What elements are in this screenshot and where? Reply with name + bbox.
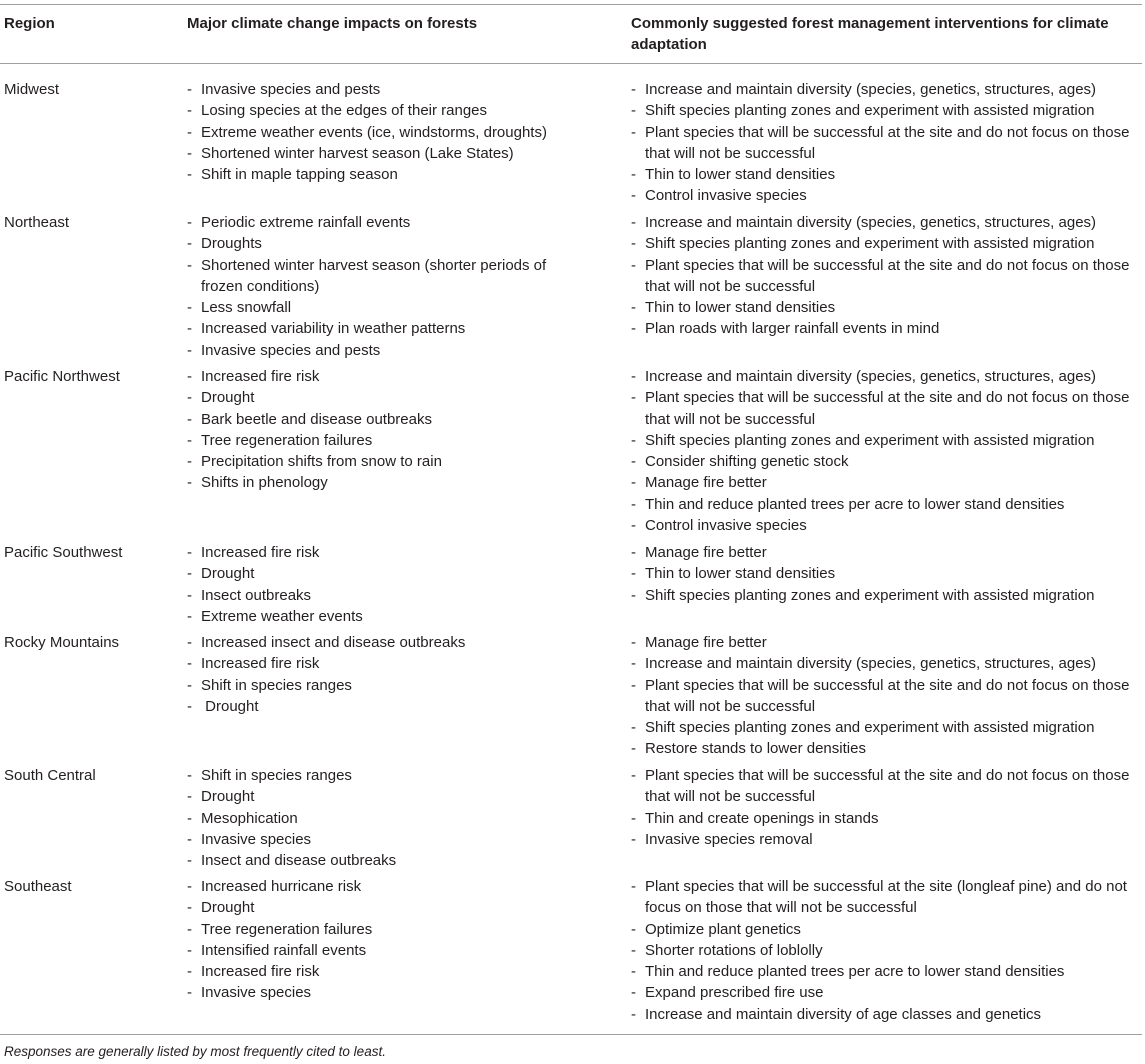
list-item: - Thin and create openings in stands [631,808,1143,829]
impacts-list-pacific-northwest [187,366,587,494]
list-item: - Less snowfall [187,297,587,318]
list-item: - Losing species at the edges of their ranges [187,100,587,121]
list-item: - Periodic extreme rainfall events [187,212,587,233]
list-item: - Increased fire risk [187,366,587,387]
list-item: - Drought [187,387,587,408]
list-item: - Manage fire better [631,472,1143,493]
header-rule [0,63,1142,64]
list-item: - Shift in species ranges [187,765,587,786]
list-item: - Intensified rainfall events [187,940,587,961]
list-item: - Increase and maintain diversity of age classes and genetics [631,1004,1143,1025]
list-item: - Plant species that will be successful at the site and do not focus on those that will not be successful [631,122,1143,165]
list-item: - Consider shifting genetic stock [631,451,1143,472]
list-item: - Shortened winter harvest season (shorter periods of frozen conditions) [187,255,587,298]
list-item: - Increased fire risk [187,653,587,674]
list-item: - Mesophication [187,808,587,829]
list-item: - Shift in species ranges [187,675,587,696]
impacts-list-pacific-southwest [187,542,587,627]
list-item: - Plant species that will be successful at the site (longleaf pine) and do not focus on those that will not be successful [631,876,1143,919]
region-northeast: Northeast [4,214,70,231]
list-item: - Thin to lower stand densities [631,563,1143,584]
list-item: - Shift species planting zones and experiment with assisted migration [631,717,1143,738]
list-item: - Drought [187,563,587,584]
region-rocky-mountains: Rocky Mountains [4,634,120,651]
list-item: - Extreme weather events [187,606,587,627]
list-item: - Invasive species [187,982,587,1003]
interventions-list-pacific-southwest [631,542,1143,606]
list-item: - Invasive species and pests [187,340,587,361]
interventions-list-southeast [631,876,1143,1025]
list-item: - Restore stands to lower densities [631,738,1143,759]
list-item: - Drought [187,696,587,717]
list-item: - Shift species planting zones and experiment with assisted migration [631,430,1143,451]
interventions-list-pacific-northwest [631,366,1143,536]
list-item: - Shift species planting zones and experiment with assisted migration [631,585,1143,606]
header-impacts: Major climate change impacts on forests [187,15,478,32]
region-pacific-northwest: Pacific Northwest [4,368,120,385]
list-item: - Invasive species removal [631,829,1143,850]
list-item: - Shift species planting zones and experiment with assisted migration [631,100,1143,121]
list-item: - Droughts [187,233,587,254]
list-item: - Extreme weather events (ice, windstorms, droughts) [187,122,587,143]
list-item: - Increase and maintain diversity (species, genetics, structures, ages) [631,366,1143,387]
table-bottom-rule [0,1034,1142,1035]
impacts-list-northeast [187,212,587,361]
list-item: - Plant species that will be successful at the site and do not focus on those that will not be successful [631,387,1143,430]
impacts-list-southeast [187,876,587,1004]
table-top-rule [0,4,1142,5]
list-item: - Increased variability in weather patterns [187,318,587,339]
list-item: - Shift in maple tapping season [187,164,587,185]
list-item: - Shift species planting zones and experiment with assisted migration [631,233,1143,254]
table-footnote: Responses are generally listed by most frequently cited to least. [4,1044,386,1059]
header-interventions: Commonly suggested forest management interventions for climate adaptation [631,15,1109,53]
list-item: - Shifts in phenology [187,472,587,493]
list-item: - Plan roads with larger rainfall events in mind [631,318,1143,339]
region-south-central: South Central [4,767,96,784]
list-item: - Precipitation shifts from snow to rain [187,451,587,472]
impacts-list-south-central [187,765,587,871]
impacts-list-midwest [187,79,587,185]
list-item: - Drought [187,786,587,807]
list-item: - Increase and maintain diversity (species, genetics, structures, ages) [631,79,1143,100]
impacts-list-rocky-mountains [187,632,587,717]
list-item: - Bark beetle and disease outbreaks [187,409,587,430]
list-item: - Increased insect and disease outbreaks [187,632,587,653]
interventions-list-northeast [631,212,1143,340]
list-item: - Tree regeneration failures [187,430,587,451]
list-item: - Expand prescribed fire use [631,982,1143,1003]
list-item: - Increased fire risk [187,961,587,982]
list-item: - Plant species that will be successful at the site and do not focus on those that will not be successful [631,765,1143,808]
list-item: - Drought [187,897,587,918]
list-item: - Tree regeneration failures [187,919,587,940]
list-item: - Thin to lower stand densities [631,297,1143,318]
list-item: - Increased fire risk [187,542,587,563]
list-item: - Thin to lower stand densities [631,164,1143,185]
header-region: Region [4,15,55,32]
list-item: - Thin and reduce planted trees per acre to lower stand densities [631,494,1143,515]
list-item: - Manage fire better [631,542,1143,563]
list-item: - Manage fire better [631,632,1143,653]
list-item: - Shorter rotations of loblolly [631,940,1143,961]
list-item: - Optimize plant genetics [631,919,1143,940]
list-item: - Thin and reduce planted trees per acre to lower stand densities [631,961,1143,982]
list-item: - Increased hurricane risk [187,876,587,897]
list-item: - Invasive species and pests [187,79,587,100]
region-pacific-southwest: Pacific Southwest [4,544,123,561]
interventions-list-rocky-mountains [631,632,1143,760]
region-southeast: Southeast [4,878,72,895]
list-item: - Plant species that will be successful at the site and do not focus on those that will not be successful [631,675,1143,718]
region-midwest: Midwest [4,81,60,98]
list-item: - Insect outbreaks [187,585,587,606]
interventions-list-south-central [631,765,1143,850]
list-item: - Insect and disease outbreaks [187,850,587,871]
list-item: - Plant species that will be successful at the site and do not focus on those that will not be successful [631,255,1143,298]
list-item: - Control invasive species [631,515,1143,536]
list-item: - Control invasive species [631,185,1143,206]
list-item: - Increase and maintain diversity (species, genetics, structures, ages) [631,653,1143,674]
list-item: - Invasive species [187,829,587,850]
interventions-list-midwest [631,79,1143,207]
list-item: - Increase and maintain diversity (species, genetics, structures, ages) [631,212,1143,233]
list-item: - Shortened winter harvest season (Lake States) [187,143,587,164]
